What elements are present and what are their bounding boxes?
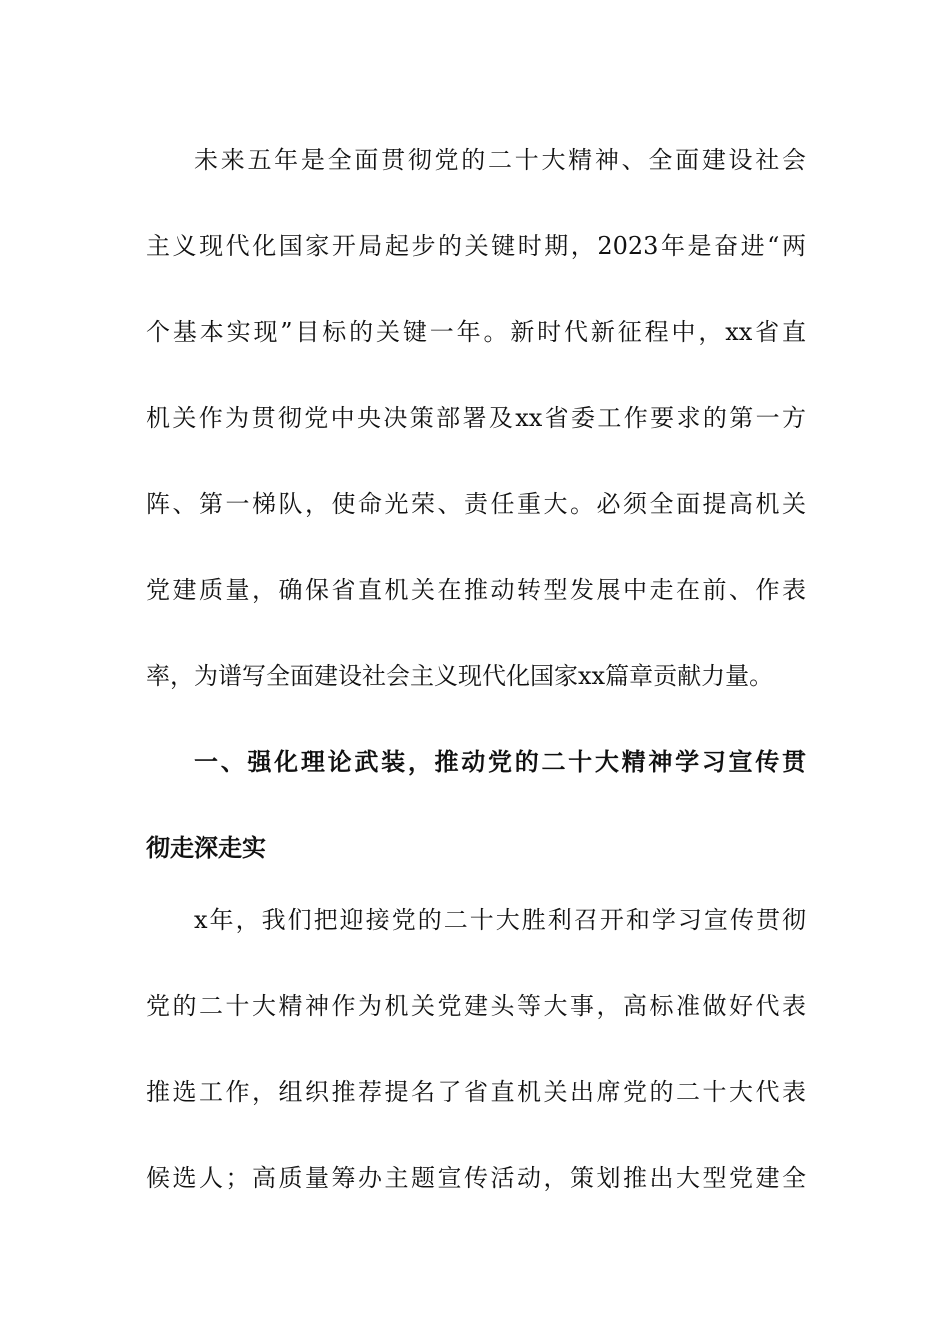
heading-1-line-1: 一、强化理论武装，推动党的二十大精神学习宣传贯 <box>194 748 806 776</box>
paragraph-1-line-7: 率，为谱写全面建设社会主义现代化国家xx篇章贡献力量。 <box>146 662 774 690</box>
paragraph-2-line-2: 党的二十大精神作为机关党建头等大事，高标准做好代表 <box>146 992 806 1020</box>
paragraph-1-line-4: 机关作为贯彻党中央决策部署及xx省委工作要求的第一方 <box>146 404 806 432</box>
paragraph-2-line-1: x年，我们把迎接党的二十大胜利召开和学习宣传贯彻 <box>194 906 806 934</box>
paragraph-1-line-1: 未来五年是全面贯彻党的二十大精神、全面建设社会 <box>194 146 806 174</box>
paragraph-1-line-2: 主义现代化国家开局起步的关键时期，2023年是奋进“两 <box>146 232 806 260</box>
heading-1-line-2: 彻走深走实 <box>146 834 266 862</box>
paragraph-1-line-3: 个基本实现”目标的关键一年。新时代新征程中，xx省直 <box>146 318 806 346</box>
paragraph-1-line-5: 阵、第一梯队，使命光荣、责任重大。必须全面提高机关 <box>146 490 806 518</box>
paragraph-1-line-6: 党建质量，确保省直机关在推动转型发展中走在前、作表 <box>146 576 806 604</box>
paragraph-2-line-4: 候选人；高质量筹办主题宣传活动，策划推出大型党建全 <box>146 1164 806 1192</box>
paragraph-2-line-3: 推选工作，组织推荐提名了省直机关出席党的二十大代表 <box>146 1078 806 1106</box>
